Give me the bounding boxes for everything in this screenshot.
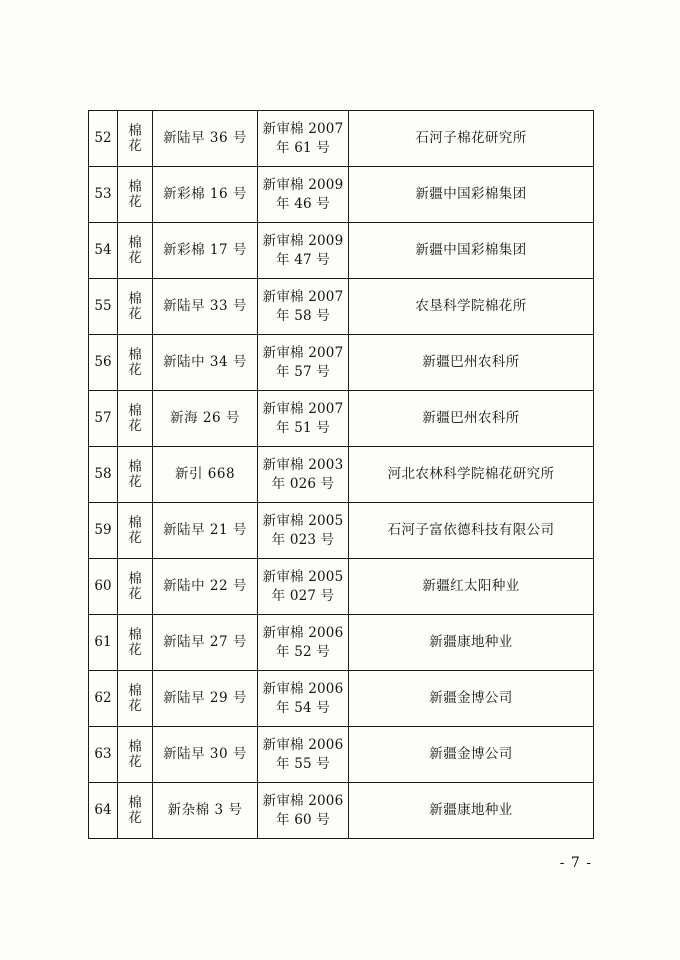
cert-line: 新审棉 2005 — [262, 513, 344, 530]
row-variety: 新引 668 — [153, 447, 258, 503]
row-index: 55 — [89, 279, 118, 335]
cert-line: 年 51 号 — [276, 419, 330, 436]
cert-line: 新审棉 2009 — [262, 177, 344, 194]
row-index: 63 — [89, 727, 118, 783]
row-organization: 新疆巴州农科所 — [349, 335, 594, 391]
table-row — [89, 727, 594, 783]
row-crop — [118, 783, 153, 839]
row-crop — [118, 671, 153, 727]
cert-line: 新审棉 2007 — [262, 289, 344, 306]
crop-char: 棉 — [128, 738, 142, 755]
crop-char: 花 — [128, 641, 142, 658]
table-body — [89, 111, 594, 839]
row-organization: 新疆巴州农科所 — [349, 391, 594, 447]
row-variety: 新杂棉 3 号 — [153, 783, 258, 839]
table-row — [89, 223, 594, 279]
cert-line: 年 57 号 — [276, 363, 330, 380]
table-row — [89, 279, 594, 335]
row-organization: 新疆康地种业 — [349, 615, 594, 671]
table-row — [89, 447, 594, 503]
cert-line: 新审棉 2006 — [262, 737, 344, 754]
crop-char: 花 — [128, 585, 142, 602]
row-variety: 新彩棉 17 号 — [153, 223, 258, 279]
crop-char: 棉 — [128, 346, 142, 363]
table-row — [89, 671, 594, 727]
row-index: 54 — [89, 223, 118, 279]
row-index: 56 — [89, 335, 118, 391]
row-index: 64 — [89, 783, 118, 839]
cert-line: 新审棉 2003 — [262, 457, 344, 474]
row-organization: 新疆金博公司 — [349, 727, 594, 783]
row-organization: 新疆中国彩棉集团 — [349, 223, 594, 279]
row-organization: 河北农林科学院棉花研究所 — [349, 447, 594, 503]
row-variety: 新陆中 34 号 — [153, 335, 258, 391]
row-certificate — [258, 167, 349, 223]
row-index: 61 — [89, 615, 118, 671]
row-certificate — [258, 783, 349, 839]
row-certificate — [258, 223, 349, 279]
cert-line: 年 55 号 — [276, 755, 330, 772]
row-certificate — [258, 335, 349, 391]
row-certificate — [258, 671, 349, 727]
cert-line: 年 023 号 — [271, 531, 335, 548]
row-variety: 新陆早 21 号 — [153, 503, 258, 559]
crop-char: 棉 — [128, 626, 142, 643]
row-index: 60 — [89, 559, 118, 615]
crop-char: 花 — [128, 305, 142, 322]
crop-char: 花 — [128, 697, 142, 714]
crop-char: 花 — [128, 361, 142, 378]
row-organization: 农垦科学院棉花所 — [349, 279, 594, 335]
row-crop — [118, 727, 153, 783]
crop-char: 花 — [128, 473, 142, 490]
row-index: 59 — [89, 503, 118, 559]
crop-char: 棉 — [128, 178, 142, 195]
row-certificate — [258, 447, 349, 503]
table-row — [89, 111, 594, 167]
row-organization: 石河子富依德科技有限公司 — [349, 503, 594, 559]
crop-char: 花 — [128, 753, 142, 770]
cert-line: 新审棉 2007 — [262, 121, 344, 138]
row-crop — [118, 335, 153, 391]
row-certificate — [258, 727, 349, 783]
crop-char: 棉 — [128, 514, 142, 531]
row-crop — [118, 559, 153, 615]
variety-table-container — [88, 110, 588, 839]
crop-char: 棉 — [128, 234, 142, 251]
cert-line: 年 54 号 — [276, 699, 330, 716]
table-row — [89, 391, 594, 447]
cert-line: 年 46 号 — [276, 195, 330, 212]
row-variety: 新海 26 号 — [153, 391, 258, 447]
cert-line: 新审棉 2007 — [262, 401, 344, 418]
row-certificate — [258, 503, 349, 559]
table-row — [89, 783, 594, 839]
crop-char: 花 — [128, 809, 142, 826]
crop-char: 花 — [128, 529, 142, 546]
cert-line: 年 026 号 — [271, 475, 335, 492]
crop-char: 棉 — [128, 570, 142, 587]
row-crop — [118, 279, 153, 335]
crop-char: 棉 — [128, 794, 142, 811]
row-index: 53 — [89, 167, 118, 223]
row-crop — [118, 391, 153, 447]
row-organization: 新疆中国彩棉集团 — [349, 167, 594, 223]
crop-char: 花 — [128, 249, 142, 266]
cert-line: 年 027 号 — [271, 587, 335, 604]
row-crop — [118, 615, 153, 671]
table-row — [89, 615, 594, 671]
row-organization: 新疆红太阳种业 — [349, 559, 594, 615]
row-organization: 新疆康地种业 — [349, 783, 594, 839]
crop-char: 棉 — [128, 122, 142, 139]
cert-line: 新审棉 2006 — [262, 625, 344, 642]
page-number: - 7 - — [559, 855, 592, 871]
crop-char: 棉 — [128, 458, 142, 475]
cert-line: 新审棉 2006 — [262, 793, 344, 810]
cert-line: 新审棉 2006 — [262, 681, 344, 698]
approved-variety-table — [88, 110, 594, 839]
row-variety: 新陆早 33 号 — [153, 279, 258, 335]
row-index: 52 — [89, 111, 118, 167]
row-variety: 新陆早 27 号 — [153, 615, 258, 671]
row-crop — [118, 111, 153, 167]
crop-char: 棉 — [128, 402, 142, 419]
crop-char: 棉 — [128, 290, 142, 307]
table-row — [89, 559, 594, 615]
cert-line: 年 61 号 — [276, 139, 330, 156]
cert-line: 年 52 号 — [276, 643, 330, 660]
cert-line: 新审棉 2007 — [262, 345, 344, 362]
table-row — [89, 335, 594, 391]
crop-char: 花 — [128, 417, 142, 434]
row-variety: 新陆中 22 号 — [153, 559, 258, 615]
row-variety: 新陆早 36 号 — [153, 111, 258, 167]
row-crop — [118, 447, 153, 503]
crop-char: 花 — [128, 193, 142, 210]
row-index: 58 — [89, 447, 118, 503]
row-crop — [118, 503, 153, 559]
row-variety: 新彩棉 16 号 — [153, 167, 258, 223]
cert-line: 年 58 号 — [276, 307, 330, 324]
row-variety: 新陆早 30 号 — [153, 727, 258, 783]
cert-line: 年 47 号 — [276, 251, 330, 268]
row-organization: 新疆金博公司 — [349, 671, 594, 727]
cert-line: 新审棉 2005 — [262, 569, 344, 586]
crop-char: 花 — [128, 137, 142, 154]
table-row — [89, 503, 594, 559]
cert-line: 新审棉 2009 — [262, 233, 344, 250]
row-index: 57 — [89, 391, 118, 447]
row-certificate — [258, 111, 349, 167]
row-certificate — [258, 559, 349, 615]
row-crop — [118, 167, 153, 223]
row-crop — [118, 223, 153, 279]
table-row — [89, 167, 594, 223]
crop-char: 棉 — [128, 682, 142, 699]
row-index: 62 — [89, 671, 118, 727]
cert-line: 年 60 号 — [276, 811, 330, 828]
row-certificate — [258, 391, 349, 447]
row-certificate — [258, 279, 349, 335]
row-organization: 石河子棉花研究所 — [349, 111, 594, 167]
row-variety: 新陆早 29 号 — [153, 671, 258, 727]
row-certificate — [258, 615, 349, 671]
